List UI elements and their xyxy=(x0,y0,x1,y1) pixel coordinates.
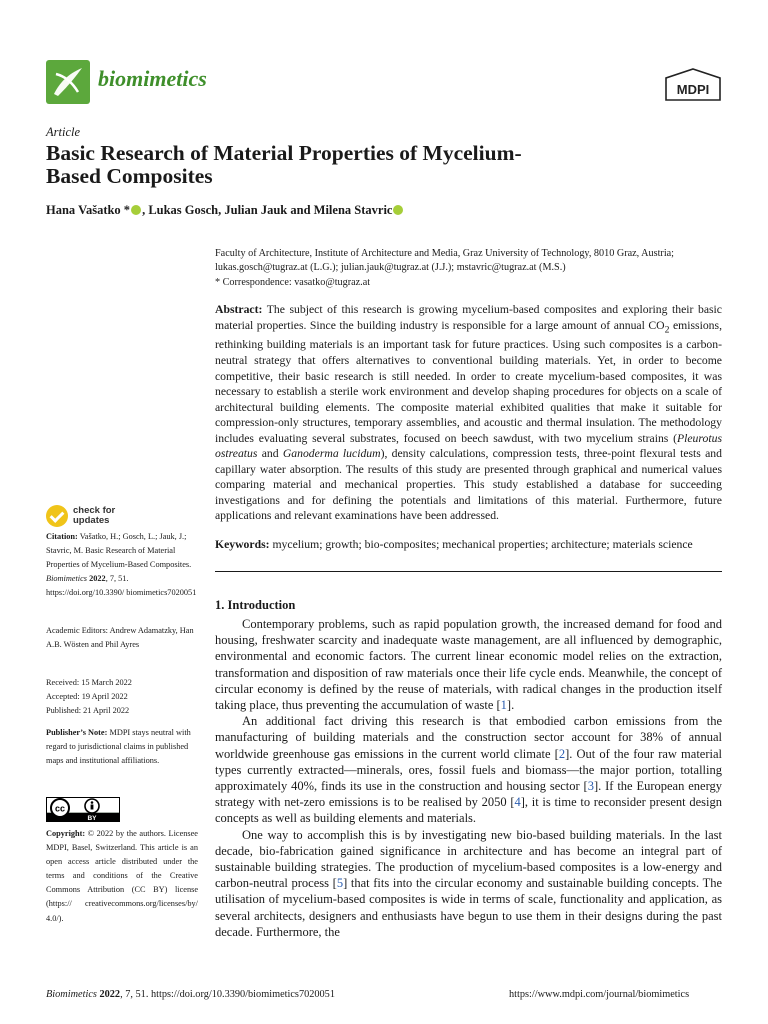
paragraph: An additional fact driving this research is that embodied carbon emissions from the manufacturing of building materials and the construction sector account for 38% of annual worldwide greenhouse gas emissions in the current world climate [2]. Out of the four raw material types currently extracted—minerals, ores, fossil fuels and biomass—the major portion, totalling approximately 40%, finds its use in the construction and housing sector [3]. If the European energy strategy with net-zero emissions is to be realised by 2050 [4], it is time to reconsider present design concepts as well as building elements and materials. xyxy=(215,714,723,826)
reference-link[interactable]: 1 xyxy=(500,698,507,713)
received-date: Received: 15 March 2022 xyxy=(46,678,132,687)
reference-link[interactable]: 4 xyxy=(514,795,521,810)
citation-block: Citation: Vašatko, H.; Gosch, L.; Jauk, J.; Stavric, M. Basic Research of Material Properties of Mycelium-Based Composites. Biomimetics 2022, 7, 51. https://doi.org/10.3390/ biomimetics7020051 xyxy=(46,532,197,598)
article-type: Article xyxy=(46,125,81,139)
publication-dates xyxy=(46,676,198,718)
abstract-label: Abstract: xyxy=(215,303,263,316)
species-name: Ganoderma lucidum xyxy=(282,447,381,461)
affiliation xyxy=(215,247,725,290)
introduction-body xyxy=(215,616,722,940)
keywords xyxy=(215,538,725,551)
abstract-text: ), density calculations, compression tests, three-point flexural tests and capillary water absorption. The results of this study are presented through graphical and numerical values comparing material and mechanical properties. This study established a database for succeeding investigations and for defining the potentials and limitations of this material. Furthermore, future applications and relevant examinations have been addressed. xyxy=(215,447,722,523)
affiliation-line: Faculty of Architecture, Institute of Architecture and Media, Graz University of Technology, 8010 Graz, Austria; xyxy=(215,248,675,259)
keywords-text: mycelium; growth; bio-composites; mechanical properties; architecture; materials science xyxy=(269,538,693,551)
paragraph: Contemporary problems, such as rapid population growth, the increased demand for food and housing, freshwater scarcity and inadequate waste management, are all influenced by demographic, environmental and economic factors. The current linear economic model relies on the extraction, transformation and disposition of raw materials once their life cycle ends. Meanwhile, the concept of circular economy is defined by the reuse of materials, with radical changes in the production itself taking place, thus preventing the accumulation of waste [1]. xyxy=(215,617,722,713)
publisher-note: Publisher’s Note: MDPI stays neutral with regard to jurisdictional claims in published maps and institutional affiliations. xyxy=(46,728,191,766)
abstract-text: emissions, rethinking building materials is an important task for future practices. Using such composites is a carbon-neutral strategy that offers alternatives to conventional building materials. Yet, in order to become competitive, their basic research is still needed. In order to create mycelium-based composites, it was necessary to establish a sterile work environment and develop shaping procedures for objects on a scale of architectural building elements. The composite material exhibited qualities that make it suitable for compression-only structures, temporary assemblies, and acoustic and thermal insulation. The methodology includes evaluating several substrates, focused on beech sawdust, with two mycelium strains ( xyxy=(215,318,722,445)
paragraph: One way to accomplish this is by investigating new bio-based building materials. In the last decade, bio-fabrication gained significance in architecture and has become an integral part of sustainable building strategies. The production of mycelium-based composites is a low-energy and carbon-neutral process [5] that fits into the circular economy and sustainable building concepts. The utilisation of mycelium-based composites is wide in terms of scale, functionality and application, as several architects, designers and enthusiasts have begun to use them in their designs during the past decade. Furthermore, the xyxy=(215,827,722,939)
journal-logo-icon xyxy=(46,60,90,104)
reference-link[interactable]: 3 xyxy=(587,779,594,794)
orcid-icon[interactable] xyxy=(131,205,141,215)
footer-citation: Biomimetics 2022, 7, 51. https://doi.org/10.3390/biomimetics7020051 xyxy=(46,989,335,1000)
cc-by-license-icon[interactable] xyxy=(46,797,120,822)
mdpi-logo[interactable] xyxy=(664,68,722,102)
article-title: Basic Research of Material Properties of Mycelium-Based Composites xyxy=(46,141,522,188)
copyright-notice: Copyright: © 2022 by the authors. Licensee MDPI, Basel, Switzerland. This article is an open access article distributed under the terms and conditions of the Creative Commons Attribution (CC BY) license (https:// creativecommons.org/licenses/by/ 4.0/). xyxy=(46,829,198,923)
reference-link[interactable]: 2 xyxy=(558,746,566,761)
author-list xyxy=(46,203,404,218)
keywords-label: Keywords: xyxy=(215,538,270,551)
author-1: Hana Vašatko * xyxy=(46,203,131,217)
published-date: Published: 21 April 2022 xyxy=(46,706,130,716)
check-updates-label: check for updates xyxy=(73,505,116,526)
abstract xyxy=(215,302,722,524)
abstract-text: and xyxy=(257,447,283,461)
affiliation-emails: lukas.gosch@tugraz.at (L.G.); julian.jauk@tugraz.at (J.J.); mstavric@tugraz.at (M.S.) xyxy=(215,262,566,274)
correspondence: * Correspondence: vasatko@tugraz.at xyxy=(215,276,371,288)
footer-journal-url[interactable]: https://www.mdpi.com/journal/biomimetics xyxy=(509,989,690,1000)
check-for-updates-button[interactable] xyxy=(46,505,166,529)
journal-name[interactable]: biomimetics xyxy=(98,66,207,91)
cc-by-text: BY xyxy=(87,815,97,822)
abstract-text: The subject of this research is growing mycelium-based composites and exploring their basic material properties. Since the building industry is responsible for a large amount of annual CO xyxy=(215,303,722,332)
subscript: 2 xyxy=(664,323,670,335)
academic-editors: Academic Editors: Andrew Adamatzky, Han A.B. Wösten and Phil Ayres xyxy=(46,626,194,650)
citation-label: Citation: xyxy=(46,532,78,541)
mdpi-logo-text: MDPI xyxy=(676,82,710,97)
author-others: , Lukas Gosch, Julian Jauk and Milena Stavric xyxy=(142,203,393,217)
svg-text:cc: cc xyxy=(54,803,66,814)
orcid-icon[interactable] xyxy=(393,205,403,215)
section-divider xyxy=(215,571,722,572)
reference-link[interactable]: 5 xyxy=(336,876,344,891)
check-icon xyxy=(46,505,68,527)
species-name: Pleurotus ostreatus xyxy=(215,431,722,461)
accepted-date: Accepted: 19 April 2022 xyxy=(46,692,128,702)
section-heading-introduction: 1. Introduction xyxy=(215,598,296,612)
